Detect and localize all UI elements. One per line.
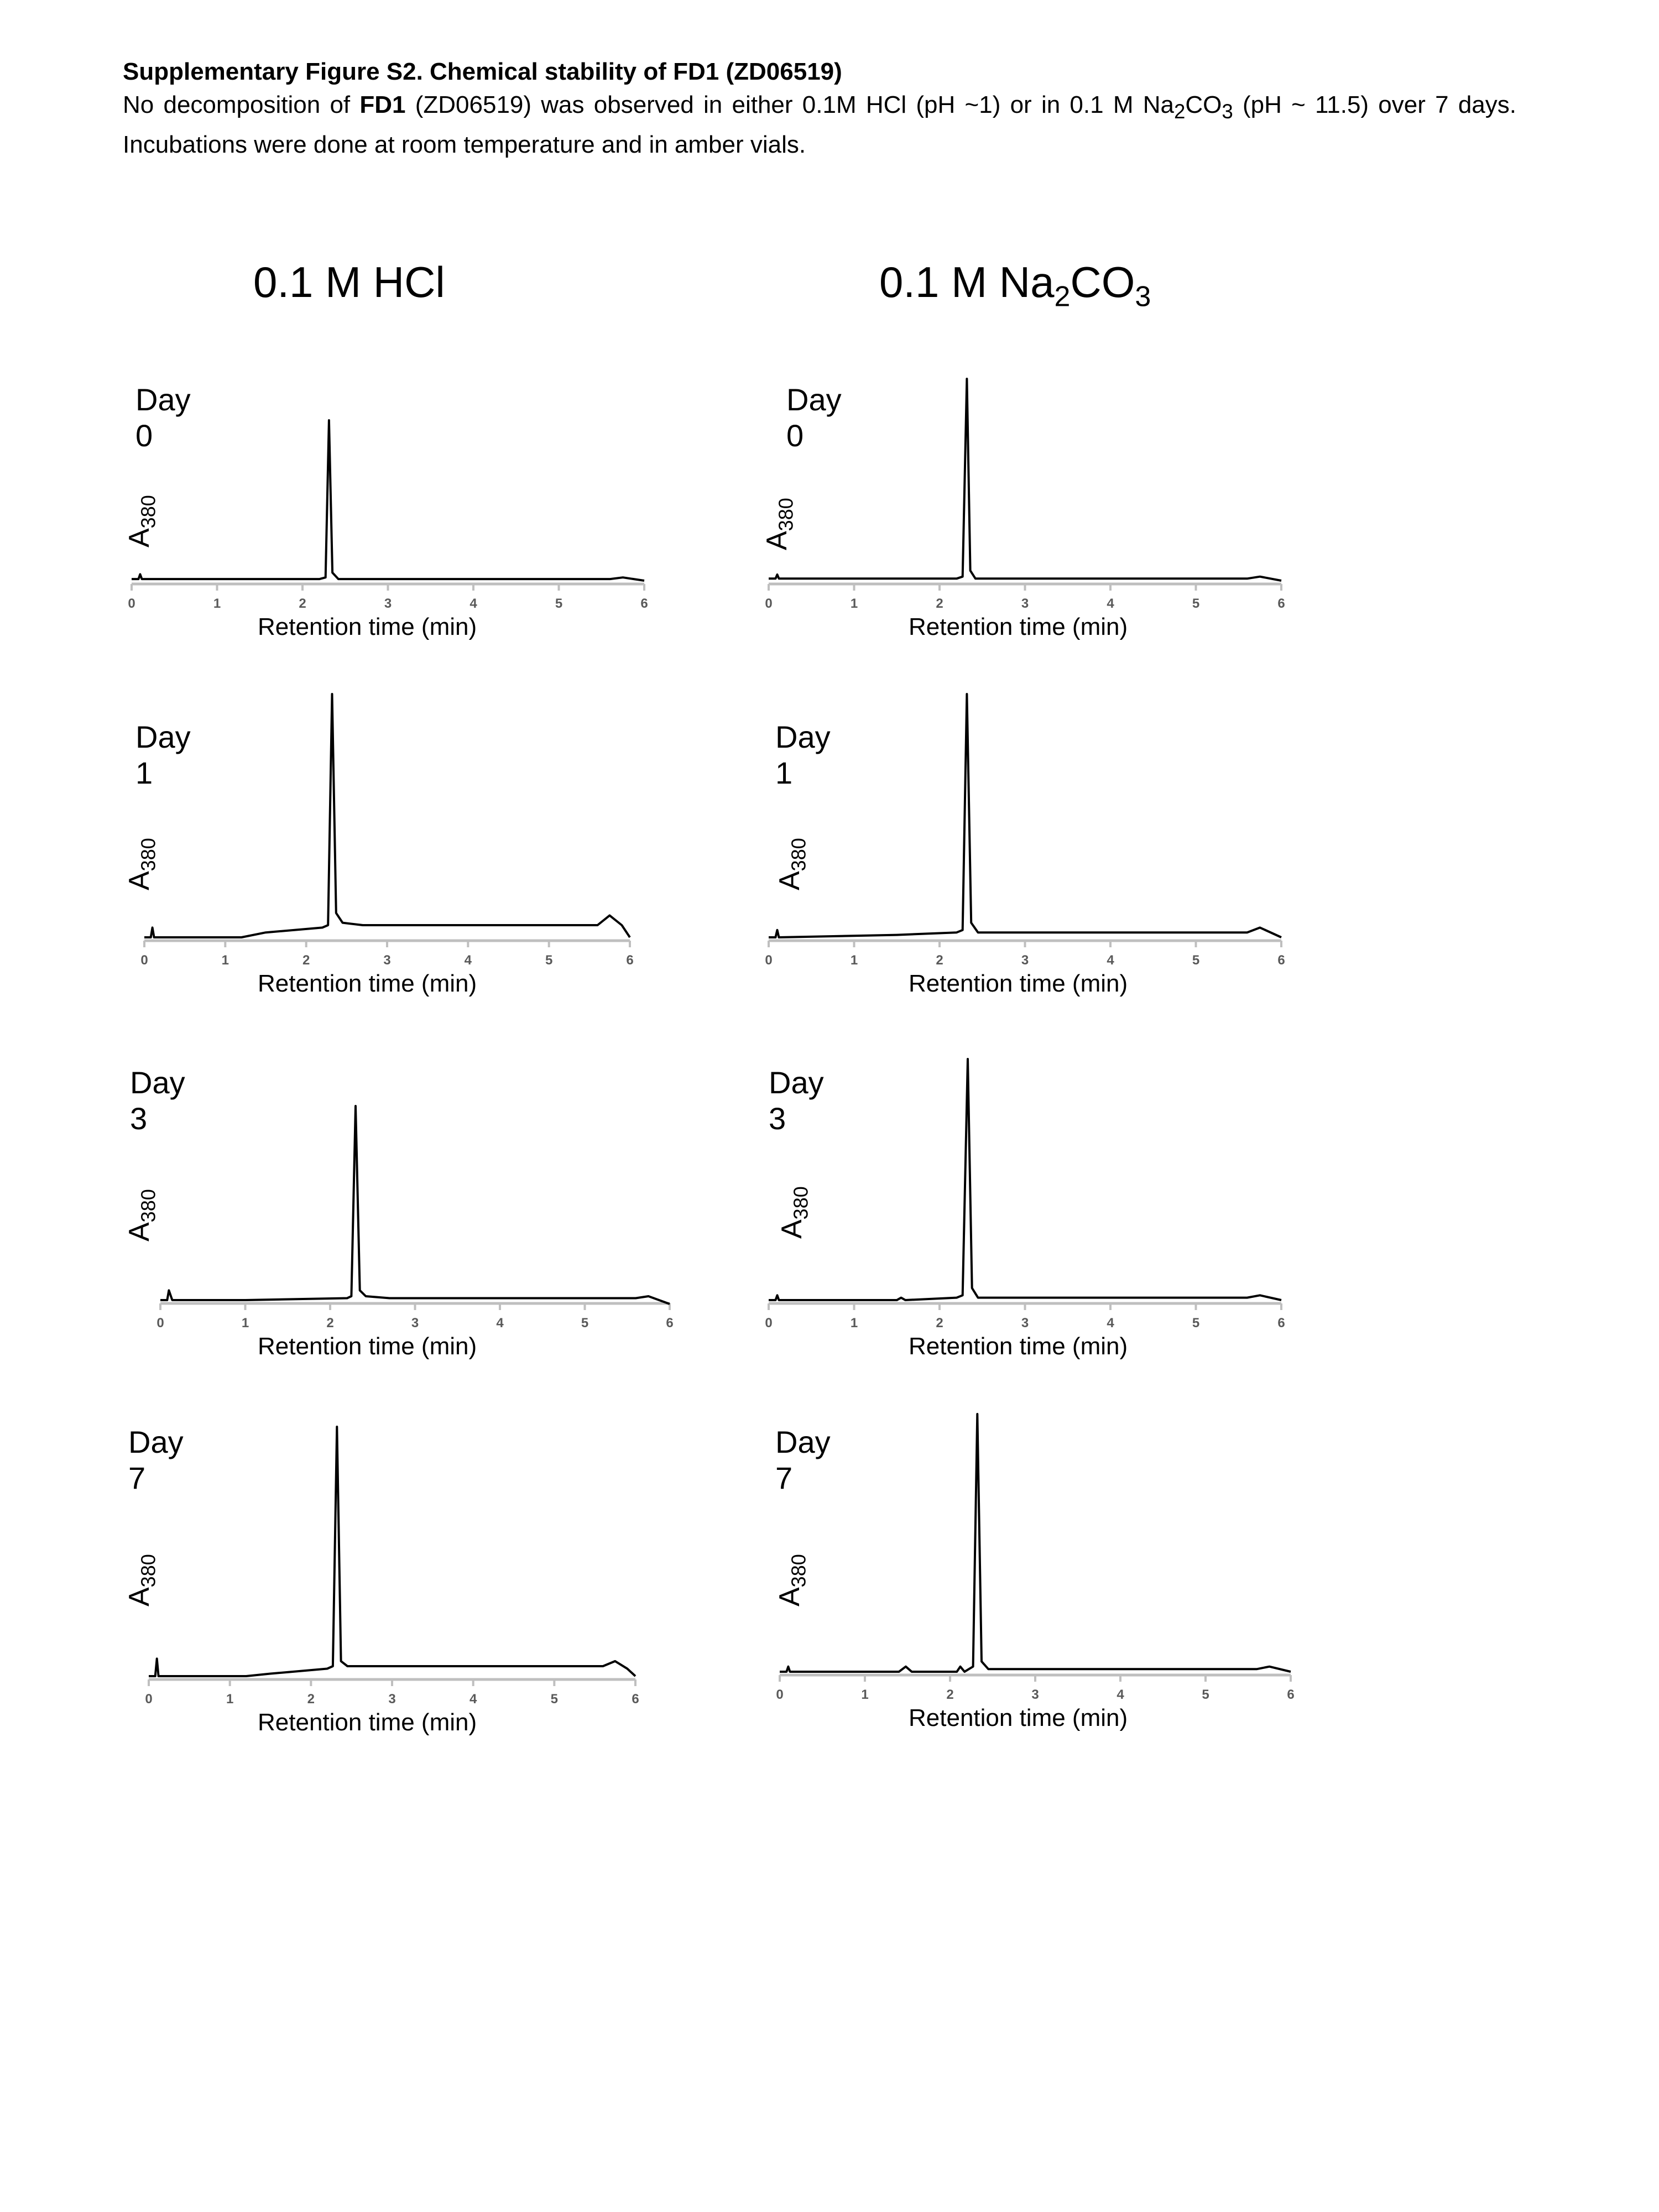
x-tick-label: 6 [1287, 1687, 1295, 1702]
day-label: Day 7 [775, 1425, 831, 1495]
y-axis-label-sub: 380 [774, 498, 797, 531]
column-title-sub: 2 [1054, 280, 1071, 313]
desc-text-2: (ZD06519) was observed in either 0.1M HCl (pH ~1) or in 0.1 M Na [405, 91, 1174, 118]
x-tick-label: 4 [464, 953, 472, 968]
x-tick-label: 2 [326, 1316, 334, 1331]
x-tick-label: 0 [765, 1316, 773, 1331]
x-tick-label: 2 [936, 596, 943, 611]
x-tick-label: 3 [388, 1692, 396, 1707]
y-axis-label-sub: 380 [789, 1186, 812, 1220]
x-axis-label: Retention time (min) [909, 1333, 1128, 1360]
desc-compound: FD1 [359, 91, 406, 118]
desc-sub-2: 3 [1222, 100, 1233, 123]
x-tick-label: 5 [581, 1316, 589, 1331]
x-tick-label: 0 [776, 1687, 784, 1702]
y-axis-label-main: A [123, 1222, 155, 1241]
x-tick-label: 5 [1192, 953, 1200, 968]
x-tick-label: 3 [1031, 1687, 1039, 1702]
column-title-text: 0.1 M Na [879, 258, 1055, 306]
x-axis-label: Retention time (min) [909, 970, 1128, 997]
x-tick-label: 6 [626, 953, 634, 968]
y-axis-label-sub: 380 [137, 495, 160, 529]
desc-sub-1: 2 [1173, 100, 1186, 123]
y-axis-label-main: A [123, 1587, 155, 1606]
y-axis-label-main: A [776, 1219, 808, 1239]
x-tick-label: 6 [1277, 953, 1285, 968]
desc-text-3: CO [1185, 91, 1222, 118]
day-label: Day 1 [775, 719, 831, 790]
x-tick-label: 5 [545, 953, 553, 968]
x-tick-label: 2 [936, 1316, 943, 1331]
x-tick-label: 1 [226, 1692, 234, 1707]
x-tick-label: 5 [555, 596, 563, 611]
column-title-text: 0.1 M HCl [253, 258, 445, 306]
column-title-tail: CO [1070, 258, 1135, 306]
x-tick-label: 4 [1107, 1316, 1114, 1331]
x-tick-label: 6 [640, 596, 648, 611]
x-tick-label: 0 [156, 1316, 164, 1331]
x-tick-label: 4 [469, 596, 477, 611]
x-tick-label: 2 [946, 1687, 954, 1702]
x-axis-label: Retention time (min) [258, 613, 477, 640]
y-axis-label-sub: 380 [137, 1554, 160, 1588]
x-axis-label: Retention time (min) [258, 1333, 477, 1360]
desc-text-4: (pH ~ 11.5) over 7 days. Incubations were done at room temperature and in amber vials. [123, 91, 1517, 158]
x-tick-label: 3 [384, 596, 392, 611]
x-tick-label: 0 [140, 953, 148, 968]
x-tick-label: 0 [145, 1692, 153, 1707]
x-tick-label: 3 [1021, 953, 1029, 968]
y-axis-label-sub: 380 [137, 1189, 160, 1223]
day-label: Day 7 [128, 1425, 184, 1495]
x-tick-label: 4 [1107, 596, 1114, 611]
x-axis-label: Retention time (min) [258, 1709, 477, 1736]
x-tick-label: 2 [299, 596, 306, 611]
x-tick-label: 5 [550, 1692, 559, 1707]
x-tick-label: 0 [765, 596, 773, 611]
y-axis-label-main: A [123, 528, 155, 547]
x-tick-label: 6 [632, 1692, 639, 1707]
day-label: Day 3 [769, 1065, 824, 1136]
y-axis-label-main: A [761, 531, 793, 550]
y-axis-label-main: A [774, 871, 806, 890]
x-tick-label: 4 [496, 1316, 504, 1331]
x-tick-label: 5 [1192, 1316, 1200, 1331]
x-tick-label: 1 [213, 596, 221, 611]
x-axis-label: Retention time (min) [909, 1704, 1128, 1731]
y-axis-label-main: A [774, 1587, 806, 1606]
x-tick-label: 1 [861, 1687, 869, 1702]
column-title-sub2: 3 [1135, 280, 1151, 313]
x-axis-label: Retention time (min) [909, 613, 1128, 640]
x-tick-label: 3 [411, 1316, 419, 1331]
x-tick-label: 3 [1021, 1316, 1029, 1331]
day-label: Day 1 [135, 719, 191, 790]
x-tick-label: 0 [765, 953, 773, 968]
y-axis-label-main: A [123, 871, 155, 890]
x-tick-label: 6 [666, 1316, 674, 1331]
day-label: Day 0 [135, 382, 191, 453]
x-tick-label: 5 [1192, 596, 1200, 611]
y-axis-label-sub: 380 [137, 838, 160, 872]
y-axis-label-sub: 380 [787, 838, 810, 872]
x-tick-label: 1 [241, 1316, 249, 1331]
x-tick-label: 3 [1021, 596, 1029, 611]
x-tick-label: 1 [221, 953, 229, 968]
x-tick-label: 1 [850, 1316, 858, 1331]
x-tick-label: 4 [1107, 953, 1114, 968]
x-tick-label: 2 [307, 1692, 315, 1707]
day-label: Day 0 [786, 382, 842, 453]
x-tick-label: 2 [302, 953, 310, 968]
x-tick-label: 1 [850, 596, 858, 611]
x-tick-label: 2 [936, 953, 943, 968]
x-tick-label: 4 [1117, 1687, 1124, 1702]
figure-title: Supplementary Figure S2. Chemical stability of FD1 (ZD06519) [123, 58, 842, 85]
x-tick-label: 5 [1202, 1687, 1209, 1702]
chromatogram-trace [780, 1414, 1291, 1672]
day-label: Day 3 [130, 1065, 185, 1136]
x-tick-label: 6 [1277, 1316, 1285, 1331]
x-tick-label: 1 [850, 953, 858, 968]
x-axis-label: Retention time (min) [258, 970, 477, 997]
x-tick-label: 4 [469, 1692, 477, 1707]
desc-text-1: No decomposition of [123, 91, 360, 118]
y-axis-label-sub: 380 [787, 1554, 810, 1588]
x-tick-label: 0 [128, 596, 135, 611]
x-tick-label: 3 [383, 953, 391, 968]
x-tick-label: 6 [1277, 596, 1285, 611]
